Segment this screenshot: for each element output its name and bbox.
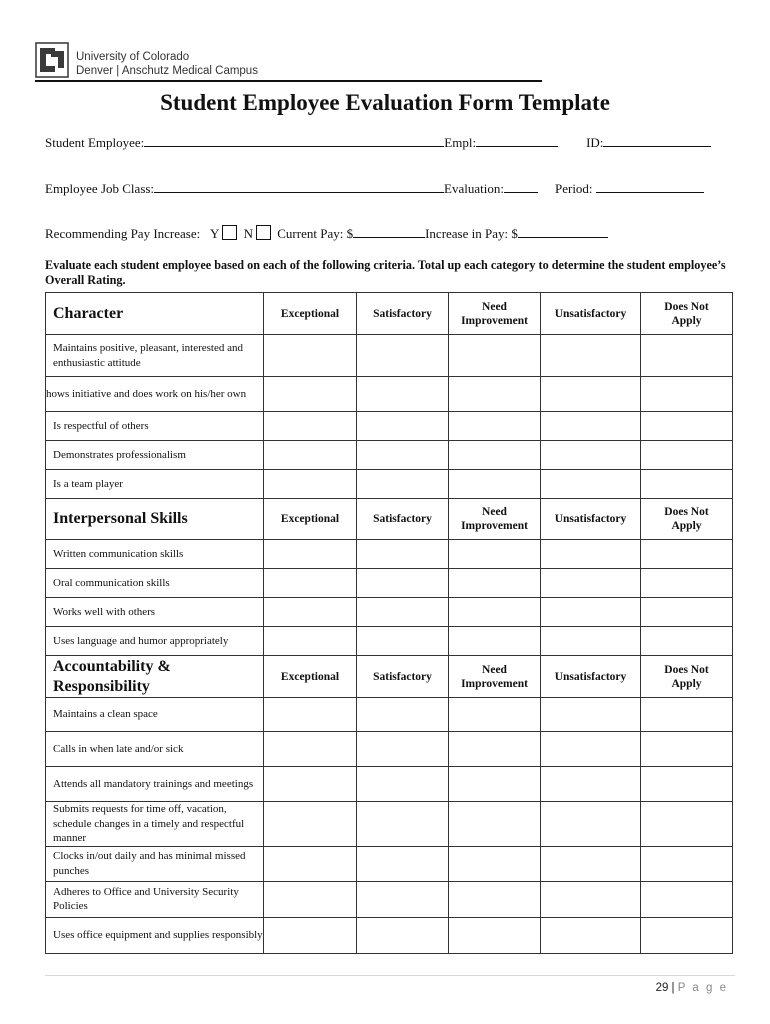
recommending-label: Recommending Pay Increase: [45,226,201,241]
criteria-label: Maintains positive, pleasant, interested and enthusiastic attitude [46,335,264,377]
does-not-apply-rating-cell[interactable] [641,598,733,627]
criteria-label: Oral communication skills [46,569,264,598]
section-header-row [46,656,733,698]
does-not-apply-rating-cell[interactable] [641,569,733,598]
criteria-row [46,881,733,917]
exceptional-rating-cell[interactable] [264,698,357,732]
col-need-improvement-header [449,499,541,540]
job-class-field[interactable] [154,179,444,193]
criteria-label: Is a team player [46,470,264,499]
does-not-apply-rating-cell[interactable] [641,540,733,569]
no-checkbox[interactable] [256,225,271,240]
col-does-not-apply-header-line1: Does Not [664,663,709,676]
criteria-row [46,569,733,598]
col-does-not-apply-header-line2: Apply [671,520,702,532]
need-improvement-rating-cell[interactable] [449,598,541,627]
unsatisfactory-rating-cell[interactable] [541,767,641,802]
exceptional-rating-cell[interactable] [264,540,357,569]
exceptional-rating-cell[interactable] [264,598,357,627]
unsatisfactory-rating-cell[interactable] [541,377,641,412]
exceptional-rating-cell[interactable] [264,802,357,847]
col-unsatisfactory-header: Unsatisfactory [541,293,641,335]
satisfactory-rating-cell[interactable] [357,412,449,441]
col-does-not-apply-header [641,656,733,698]
does-not-apply-rating-cell[interactable] [641,335,733,377]
criteria-row [46,412,733,441]
criteria-label: Attends all mandatory trainings and meetings [46,767,264,802]
evaluation-table [45,292,733,954]
unsatisfactory-rating-cell[interactable] [541,412,641,441]
criteria-row [46,732,733,767]
empl-label: Empl: [444,135,477,150]
section-title: Character [46,293,264,335]
col-exceptional-header: Exceptional [264,293,357,335]
logo-text-line2: Denver | Anschutz Medical Campus [76,65,258,77]
period-field[interactable] [596,179,704,193]
unsatisfactory-rating-cell[interactable] [541,335,641,377]
does-not-apply-rating-cell[interactable] [641,846,733,881]
criteria-row [46,917,733,953]
criteria-label: Clocks in/out daily and has minimal missed punches [46,846,264,881]
exceptional-rating-cell[interactable] [264,732,357,767]
need-improvement-rating-cell[interactable] [449,335,541,377]
criteria-label: Is respectful of others [46,412,264,441]
section-header-row [46,499,733,540]
need-improvement-rating-cell[interactable] [449,412,541,441]
col-need-improvement-header-line2: Improvement [461,677,528,690]
col-does-not-apply-header-line1: Does Not [664,300,709,313]
criteria-row [46,470,733,499]
logo-text-line1: University of Colorado [76,51,190,63]
cu-logo-icon [35,42,69,78]
satisfactory-rating-cell[interactable] [357,598,449,627]
id-field[interactable] [603,133,711,147]
does-not-apply-rating-cell[interactable] [641,732,733,767]
criteria-label: Works well with others [46,598,264,627]
page-number: 29 [655,982,669,994]
period-label: Period: [554,181,593,196]
satisfactory-rating-cell[interactable] [357,470,449,499]
criteria-row [46,540,733,569]
unsatisfactory-rating-cell[interactable] [541,917,641,953]
col-need-improvement-header-line1: Need [482,300,507,313]
exceptional-rating-cell[interactable] [264,881,357,917]
criteria-row [46,698,733,732]
satisfactory-rating-cell[interactable] [357,627,449,656]
exceptional-rating-cell[interactable] [264,335,357,377]
criteria-label: Uses language and humor appropriately [46,627,264,656]
need-improvement-rating-cell[interactable] [449,470,541,499]
criteria-label: Maintains a clean space [46,698,264,732]
student-employee-field[interactable] [144,133,444,147]
unsatisfactory-rating-cell[interactable] [541,627,641,656]
col-does-not-apply-header-line2: Apply [671,677,702,690]
exceptional-rating-cell[interactable] [264,412,357,441]
col-does-not-apply-header [641,293,733,335]
col-need-improvement-header [449,656,541,698]
section-header-row [46,293,733,335]
need-improvement-rating-cell[interactable] [449,732,541,767]
col-need-improvement-header-line2: Improvement [461,520,528,532]
student-employee-label: Student Employee: [45,135,145,150]
criteria-row [46,335,733,377]
does-not-apply-rating-cell[interactable] [641,881,733,917]
page-title: Student Employee Evaluation Form Template [160,90,610,115]
unsatisfactory-rating-cell[interactable] [541,569,641,598]
criteria-label: Written communication skills [46,540,264,569]
need-improvement-rating-cell[interactable] [449,917,541,953]
criteria-label: Adheres to Office and University Security Policies [46,881,264,917]
unsatisfactory-rating-cell[interactable] [541,802,641,847]
empl-field[interactable] [476,133,558,147]
satisfactory-rating-cell[interactable] [357,881,449,917]
satisfactory-rating-cell[interactable] [357,377,449,412]
col-unsatisfactory-header: Unsatisfactory [541,656,641,698]
criteria-label: Demonstrates professionalism [46,441,264,470]
header-rule [35,80,542,82]
does-not-apply-rating-cell[interactable] [641,767,733,802]
yes-checkbox[interactable] [222,225,237,240]
page-label: P a g e [677,982,728,994]
criteria-row [46,846,733,881]
criteria-label: hows initiative and does work on his/her own [46,377,264,412]
satisfactory-rating-cell[interactable] [357,917,449,953]
criteria-label: Calls in when late and/or sick [46,732,264,767]
satisfactory-rating-cell[interactable] [357,569,449,598]
unsatisfactory-rating-cell[interactable] [541,441,641,470]
need-improvement-rating-cell[interactable] [449,881,541,917]
unsatisfactory-rating-cell[interactable] [541,540,641,569]
does-not-apply-rating-cell[interactable] [641,470,733,499]
no-label: N [243,226,254,241]
increase-pay-field[interactable] [518,224,608,238]
satisfactory-rating-cell[interactable] [357,767,449,802]
need-improvement-rating-cell[interactable] [449,698,541,732]
unsatisfactory-rating-cell[interactable] [541,732,641,767]
col-exceptional-header: Exceptional [264,656,357,698]
current-pay-field[interactable] [353,224,425,238]
does-not-apply-rating-cell[interactable] [641,412,733,441]
increase-pay-label: Increase in Pay: $ [425,226,518,241]
does-not-apply-rating-cell[interactable] [641,627,733,656]
id-label: ID: [586,135,604,150]
student-employee-row [45,133,711,151]
need-improvement-rating-cell[interactable] [449,627,541,656]
job-class-label: Employee Job Class: [45,181,155,196]
exceptional-rating-cell[interactable] [264,441,357,470]
need-improvement-rating-cell[interactable] [449,802,541,847]
evaluation-label: Evaluation: [444,181,504,196]
col-unsatisfactory-header: Unsatisfactory [541,499,641,540]
footer-rule [45,975,735,976]
section-title: Accountability & Responsibility [46,656,264,698]
criteria-row [46,377,733,412]
exceptional-rating-cell[interactable] [264,846,357,881]
unsatisfactory-rating-cell[interactable] [541,698,641,732]
col-need-improvement-header-line1: Need [482,663,507,676]
satisfactory-rating-cell[interactable] [357,540,449,569]
satisfactory-rating-cell[interactable] [357,802,449,847]
need-improvement-rating-cell[interactable] [449,846,541,881]
criteria-row [46,627,733,656]
col-need-improvement-header-line2: Improvement [461,314,528,327]
criteria-row [46,767,733,802]
section-title: Interpersonal Skills [46,499,264,540]
need-improvement-rating-cell[interactable] [449,377,541,412]
col-need-improvement-header [449,293,541,335]
criteria-row [46,441,733,470]
need-improvement-rating-cell[interactable] [449,441,541,470]
does-not-apply-rating-cell[interactable] [641,917,733,953]
col-exceptional-header: Exceptional [264,499,357,540]
exceptional-rating-cell[interactable] [264,917,357,953]
criteria-row [46,598,733,627]
criteria-row [46,802,733,847]
need-improvement-rating-cell[interactable] [449,767,541,802]
col-does-not-apply-header-line2: Apply [671,314,702,327]
need-improvement-rating-cell[interactable] [449,569,541,598]
col-satisfactory-header: Satisfactory [357,656,449,698]
col-does-not-apply-header [641,499,733,540]
criteria-label: Uses office equipment and supplies responsibly [46,917,264,953]
unsatisfactory-rating-cell[interactable] [541,881,641,917]
col-satisfactory-header: Satisfactory [357,499,449,540]
satisfactory-rating-cell[interactable] [357,698,449,732]
satisfactory-rating-cell[interactable] [357,335,449,377]
satisfactory-rating-cell[interactable] [357,846,449,881]
page-footer: 29 | P a g e [655,982,728,994]
does-not-apply-rating-cell[interactable] [641,698,733,732]
need-improvement-rating-cell[interactable] [449,540,541,569]
criteria-label: Submits requests for time off, vacation, schedule changes in a timely and respectful manner [46,802,264,847]
unsatisfactory-rating-cell[interactable] [541,470,641,499]
satisfactory-rating-cell[interactable] [357,441,449,470]
unsatisfactory-rating-cell[interactable] [541,846,641,881]
exceptional-rating-cell[interactable] [264,470,357,499]
does-not-apply-rating-cell[interactable] [641,802,733,847]
exceptional-rating-cell[interactable] [264,377,357,412]
col-does-not-apply-header-line1: Does Not [664,506,709,518]
job-class-row [45,179,704,197]
col-satisfactory-header: Satisfactory [357,293,449,335]
col-need-improvement-header-line1: Need [482,506,507,518]
instructions: Evaluate each student employee based on each of the following criteria. Total up each category to determine the student employee’s Overall Rating. [45,258,726,287]
yes-label: Y [209,226,220,241]
satisfactory-rating-cell[interactable] [357,732,449,767]
evaluation-field[interactable] [504,179,538,193]
current-pay-label: Current Pay: $ [277,226,354,241]
does-not-apply-rating-cell[interactable] [641,441,733,470]
exceptional-rating-cell[interactable] [264,627,357,656]
pay-row [45,224,608,242]
unsatisfactory-rating-cell[interactable] [541,598,641,627]
does-not-apply-rating-cell[interactable] [641,377,733,412]
evaluation-table-body [46,293,733,954]
exceptional-rating-cell[interactable] [264,767,357,802]
exceptional-rating-cell[interactable] [264,569,357,598]
university-logo [35,42,325,82]
